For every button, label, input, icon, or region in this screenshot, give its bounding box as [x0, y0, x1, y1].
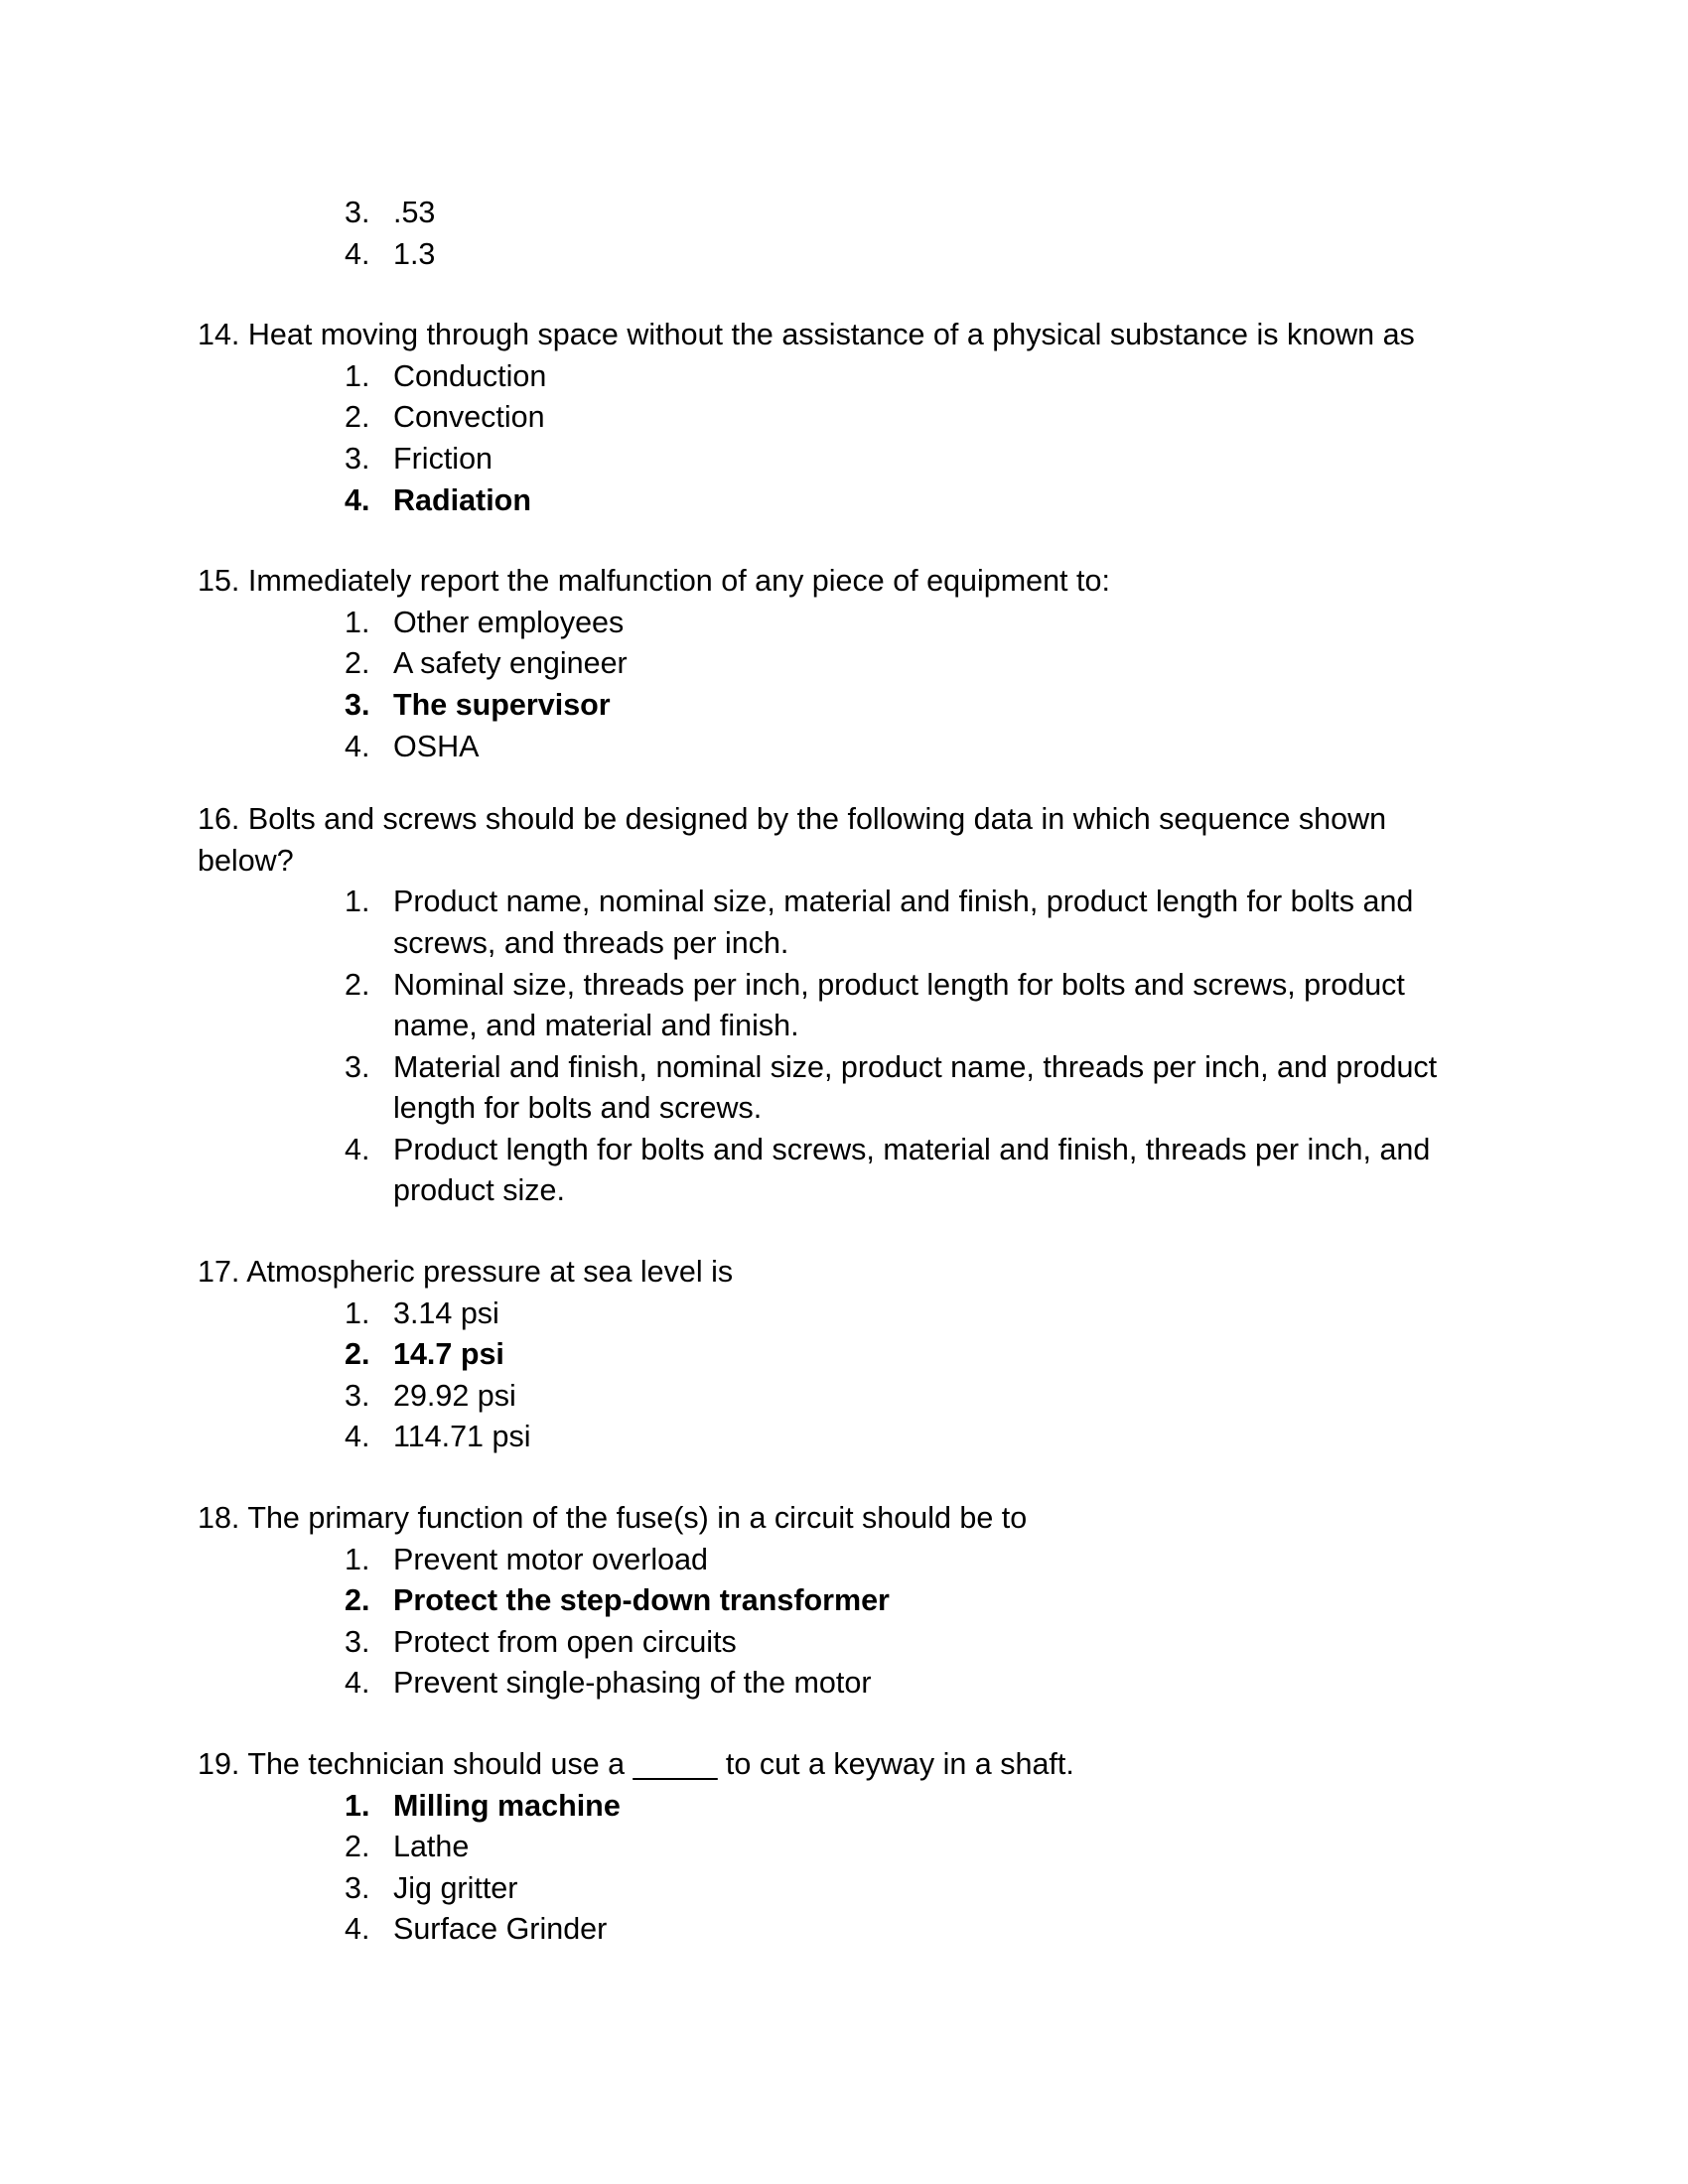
question-text	[198, 1498, 1440, 1540]
option-text: 1.3	[393, 236, 436, 271]
option-text: The supervisor	[393, 687, 611, 722]
answer-option-correct	[198, 1334, 1440, 1376]
answer-option	[198, 1047, 1440, 1130]
question-16	[198, 799, 1440, 1212]
option-number: 3.	[345, 1870, 370, 1905]
answer-option	[198, 727, 1440, 768]
option-number: 4.	[345, 1912, 370, 1947]
answer-option	[198, 965, 1440, 1047]
option-text: 29.92 psi	[393, 1378, 516, 1413]
answer-option-correct	[198, 685, 1440, 727]
option-text: Material and finish, nominal size, product name, threads per inch, and product length for bolts and screws.	[393, 1049, 1438, 1126]
question-15	[198, 561, 1440, 767]
option-number: 1.	[345, 358, 370, 393]
answer-option	[198, 603, 1440, 644]
answer-option	[198, 1130, 1440, 1212]
option-number: 4.	[345, 729, 370, 763]
answer-option-correct	[198, 1580, 1440, 1622]
option-text: Radiation	[393, 482, 531, 517]
option-text: Nominal size, threads per inch, product length for bolts and screws, product name, and material and finish.	[393, 967, 1405, 1043]
question-number: 19.	[198, 1747, 240, 1781]
question-text	[198, 799, 1440, 882]
option-number: 3.	[345, 687, 370, 722]
option-number: 2.	[345, 1830, 370, 1864]
option-number: 2.	[345, 646, 370, 681]
question-number: 15.	[198, 564, 240, 599]
answer-option-correct	[198, 480, 1440, 522]
question-prompt: Atmospheric pressure at sea level is	[246, 1255, 734, 1290]
option-text: Prevent motor overload	[393, 1542, 709, 1576]
option-number: 3.	[345, 1049, 370, 1084]
answer-option	[198, 193, 1440, 234]
option-text: Jig gritter	[393, 1870, 518, 1905]
question-prompt: Immediately report the malfunction of any piece of equipment to:	[247, 564, 1110, 599]
option-number: 4.	[345, 1132, 370, 1166]
question-prompt: Bolts and screws should be designed by the following data in which sequence shown below?	[198, 802, 1387, 878]
question-prompt: Heat moving through space without the assistance of a physical substance is known as	[247, 318, 1415, 352]
question-text	[198, 315, 1440, 356]
option-number: 1.	[345, 1542, 370, 1576]
option-number: 4.	[345, 1420, 370, 1454]
question-text	[198, 561, 1440, 603]
option-text: 114.71 psi	[393, 1420, 531, 1454]
answer-option	[198, 1868, 1440, 1910]
answer-option	[198, 1294, 1440, 1335]
option-list	[198, 1540, 1440, 1705]
question-18	[198, 1498, 1440, 1705]
option-text: Conduction	[393, 358, 547, 393]
option-text: Milling machine	[393, 1788, 621, 1823]
option-number: 3.	[345, 441, 370, 476]
question-text	[198, 1744, 1440, 1786]
document-page	[198, 193, 1440, 1951]
option-number: 2.	[345, 400, 370, 435]
question-number: 18.	[198, 1501, 240, 1536]
option-text: Convection	[393, 400, 545, 435]
option-text: OSHA	[393, 729, 480, 763]
answer-option	[198, 1909, 1440, 1951]
question-number: 14.	[198, 318, 240, 352]
option-text: Protect from open circuits	[393, 1624, 737, 1659]
answer-option	[198, 1622, 1440, 1664]
answer-option	[198, 439, 1440, 480]
option-text: 3.14 psi	[393, 1296, 499, 1330]
question-list	[198, 315, 1440, 1951]
question-14	[198, 315, 1440, 521]
answer-option	[198, 882, 1440, 964]
option-list	[198, 1294, 1440, 1458]
option-number: 1.	[345, 1788, 370, 1823]
option-number: 1.	[345, 1296, 370, 1330]
option-text: Lathe	[393, 1830, 470, 1864]
answer-option	[198, 1376, 1440, 1418]
option-text: Prevent single-phasing of the motor	[393, 1666, 872, 1701]
option-number: 2.	[345, 1583, 370, 1618]
option-number: 4.	[345, 1666, 370, 1701]
question-text	[198, 1252, 1440, 1294]
question-prompt: The primary function of the fuse(s) in a circuit should be to	[247, 1501, 1028, 1536]
option-number: 3.	[345, 196, 370, 229]
option-text: A safety engineer	[393, 646, 628, 681]
option-text: 14.7 psi	[393, 1337, 504, 1372]
question-number: 16.	[198, 802, 240, 837]
answer-option	[198, 356, 1440, 398]
option-list	[198, 1786, 1440, 1951]
option-text: Protect the step-down transformer	[393, 1583, 890, 1618]
answer-option	[198, 1827, 1440, 1868]
answer-option-correct	[198, 1786, 1440, 1828]
option-number: 4.	[345, 236, 370, 271]
question-19	[198, 1744, 1440, 1951]
answer-option	[198, 397, 1440, 439]
option-text: .53	[393, 196, 436, 229]
option-number: 1.	[345, 885, 370, 919]
answer-option	[198, 643, 1440, 685]
option-text: Other employees	[393, 605, 625, 639]
question-number: 17.	[198, 1255, 240, 1290]
option-text: Product name, nominal size, material and finish, product length for bolts and screws, and threads per inch.	[393, 885, 1414, 960]
option-number: 1.	[345, 605, 370, 639]
option-number: 3.	[345, 1624, 370, 1659]
option-list	[198, 603, 1440, 767]
question-17	[198, 1252, 1440, 1458]
option-text: Surface Grinder	[393, 1912, 608, 1947]
answer-option	[198, 1417, 1440, 1458]
option-number: 2.	[345, 967, 370, 1002]
option-text: Friction	[393, 441, 492, 476]
continued-options	[198, 193, 1440, 275]
question-prompt: The technician should use a _____ to cut a keyway in a shaft.	[247, 1747, 1074, 1781]
option-list	[198, 356, 1440, 521]
option-number: 4.	[345, 482, 370, 517]
option-number: 3.	[345, 1378, 370, 1413]
option-number: 2.	[345, 1337, 370, 1372]
answer-option	[198, 1663, 1440, 1705]
answer-option	[198, 234, 1440, 276]
option-text: Product length for bolts and screws, material and finish, threads per inch, and product size.	[393, 1132, 1431, 1208]
answer-option	[198, 1540, 1440, 1581]
option-list	[198, 882, 1440, 1212]
